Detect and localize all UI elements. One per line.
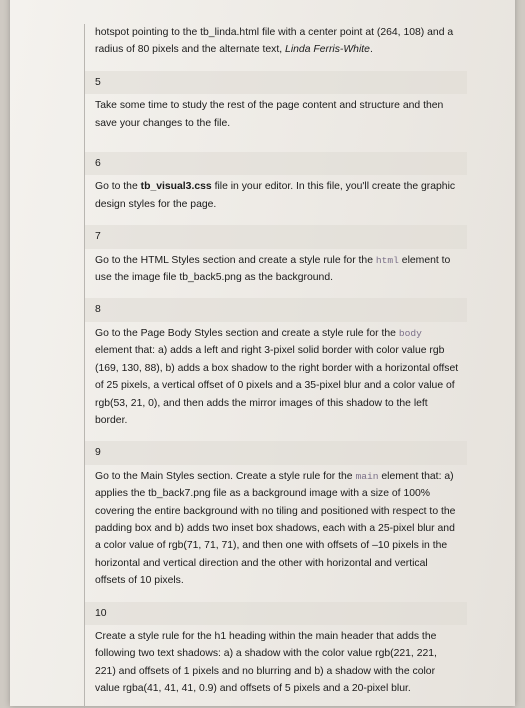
step-number: 9 — [85, 441, 467, 464]
step-text-part: file in your editor. In this file, you'll create the graphic design styles for the page. — [95, 181, 456, 210]
step-number: 7 — [85, 225, 467, 248]
step-text — [85, 249, 467, 297]
step-text-part: element that: a) applies the tb_back7.png file as a background image with a size of 100% covering the entire background with no tiling and positioned with respect to the padding box and b) adds two inset box shadows, each with a 25-pixel blur and a color value of rgb(71, 71, 71), and then one with offsets of –10 pixels in the horizontal and vertical direction and the other with horizontal and vertical offsets of 10 pixels. — [95, 470, 456, 587]
step-text-part: Go to the HTML Styles section and create a style rule for the — [95, 254, 376, 266]
code-element-name: html — [375, 254, 399, 266]
step-text: Create a style rule for the h1 heading within the main header that adds the following two text shadows: a) a shadow with the color value rgb(221, 221, 221) and offsets of 1 pixels and no blurring and b) a shadow with the color value rgba(41, 41, 41, 0.9) and offsets of 5 pixels and a 20-pixel blur. — [95, 630, 437, 695]
step-text-part: Go to the — [95, 181, 141, 193]
code-element-name: main — [355, 470, 379, 482]
intro-end: . — [369, 44, 373, 56]
document-page — [10, 0, 515, 706]
step-number: 5 — [85, 71, 467, 94]
alt-text-example: Linda Ferris-White — [285, 44, 370, 56]
step-number: 10 — [85, 602, 467, 625]
step-number: 6 — [85, 152, 467, 175]
instructions-column — [84, 24, 467, 708]
step-text-part: element that: a) adds a left and right 3-pixel solid border with color value rgb (169, 130, 88), b) adds a box shadow to the right border with a horizontal offset of 25 pixels, a vertical offset of 0 pixels and a 35-pixel blur and a color value of rgb(53, 21, 0), and then adds the mirror images of this shadow to the left border. — [95, 345, 459, 426]
intro-paragraph — [85, 24, 467, 67]
code-element-name: body — [398, 327, 422, 339]
step-text-part: Go to the Main Styles section. Create a style rule for the — [95, 470, 356, 482]
step-text — [85, 175, 467, 223]
step-text: Take some time to study the rest of the page content and structure and then save your changes to the file. — [95, 100, 444, 129]
step-text-part: element to use the image file tb_back5.png as the background. — [95, 254, 451, 284]
step-text — [85, 322, 467, 439]
intro-text: hotspot pointing to the tb_linda.html file with a center point at (264, 108) and a radius of 80 pixels and the alternate text, — [95, 27, 454, 56]
step-text-part: Go to the Page Body Styles section and create a style rule for the — [95, 327, 399, 339]
step-text — [85, 465, 467, 600]
filename-bold: tb_visual3.css — [140, 181, 212, 193]
step-number: 8 — [85, 298, 467, 321]
